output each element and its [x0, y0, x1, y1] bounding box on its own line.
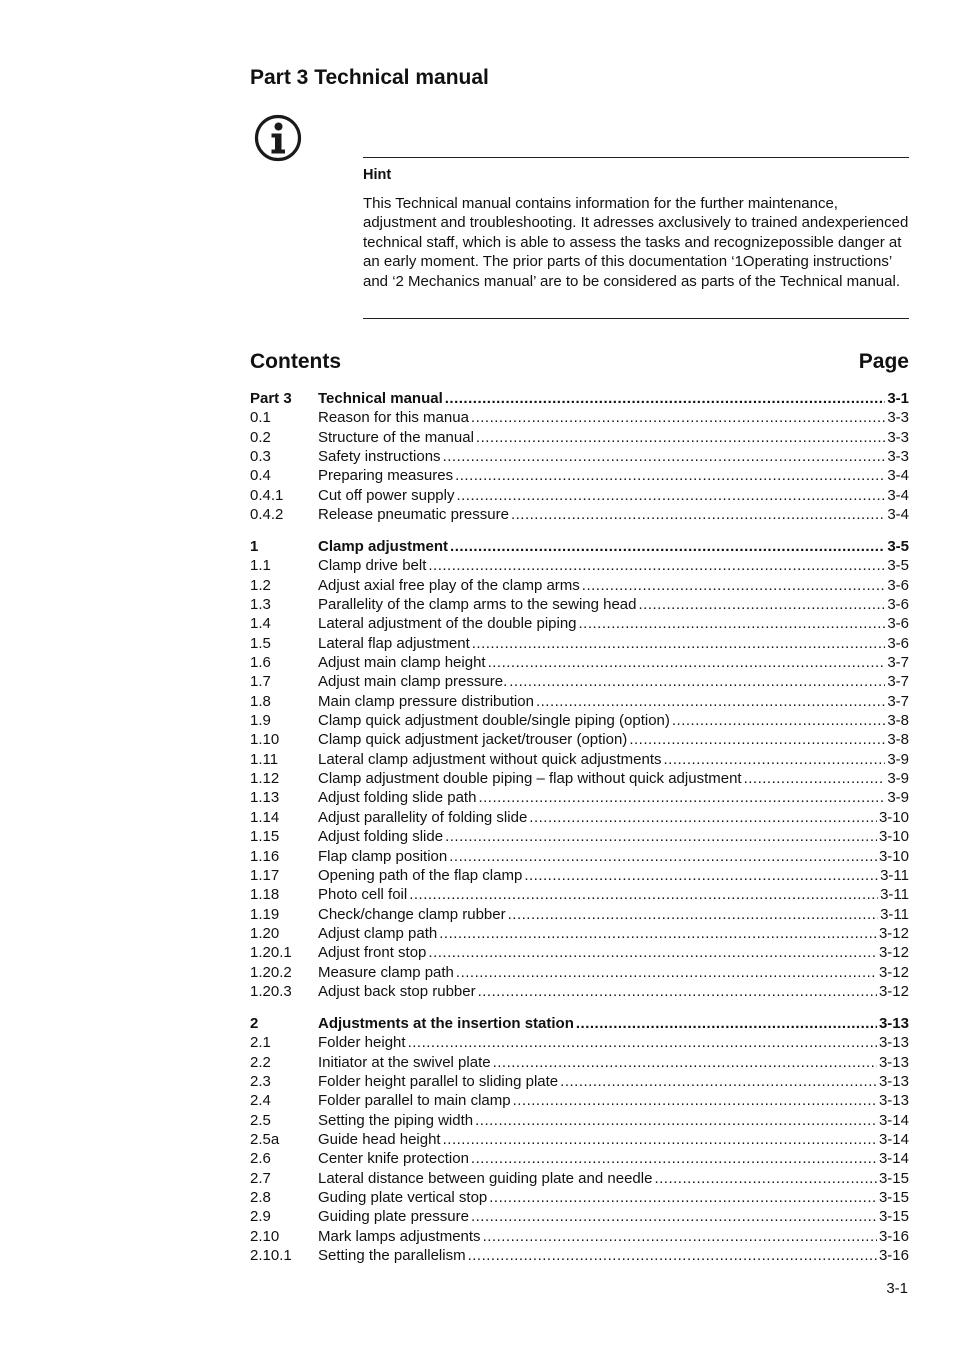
toc-entry-number: 1.7 — [250, 673, 271, 691]
toc-entry-number: 1.13 — [250, 789, 280, 807]
toc-entry-number: 1.16 — [250, 847, 280, 865]
toc-entry-page: 3-8 — [887, 731, 909, 749]
toc-entry-page: 3-3 — [887, 448, 909, 466]
toc-entry[interactable] — [250, 1015, 909, 1034]
toc-entry-title: Adjust parallelity of folding slide — [318, 808, 528, 826]
toc-entry[interactable] — [250, 809, 909, 828]
toc-dot-leader — [456, 964, 877, 981]
toc-entry-title: Adjust folding slide — [318, 828, 444, 846]
toc-dot-leader — [471, 1208, 877, 1225]
toc-entry[interactable] — [250, 867, 909, 886]
hint-text: This Technical manual contains information for the further maintenance, adjustment and troubleshooting. It adresses axclusively to trained andexperienced technical staff, which is able to assess the tasks and recognizepossible danger at an early moment. The prior parts of this documentation ‘1Operating instructions’ and ‘2 Mechanics manual’ are to be considered as parts of the Technical manual. — [363, 195, 909, 290]
toc-dot-leader — [475, 1112, 877, 1129]
toc-entry-title: Center knife protection — [318, 1150, 469, 1168]
toc-entry[interactable] — [250, 1189, 909, 1208]
toc-entry-number: 1.3 — [250, 596, 271, 614]
toc-dot-leader — [629, 731, 885, 748]
toc-entry-title: Adjust main clamp height — [318, 654, 486, 672]
toc-entry-page: 3-15 — [878, 1169, 909, 1187]
toc-entry-page: 3-6 — [887, 596, 909, 614]
toc-entry-title: Folder height — [318, 1034, 406, 1052]
toc-entry-number: 2.6 — [250, 1150, 271, 1168]
toc-entry-title: Parallelity of the clamp arms to the sewing head — [318, 596, 637, 614]
toc-entry-title: Reason for this manua — [318, 409, 469, 427]
toc-entry-page: 3-4 — [887, 486, 909, 504]
toc-dot-leader — [529, 809, 877, 826]
toc-entry[interactable] — [250, 828, 909, 847]
toc-entry-title: Lateral adjustment of the double piping — [318, 615, 577, 633]
toc-entry-page: 3-14 — [878, 1150, 909, 1168]
toc-entry-title: Structure of the manual — [318, 428, 474, 446]
toc-entry[interactable] — [250, 673, 909, 692]
toc-entry-title: Lateral flap adjustment — [318, 634, 470, 652]
hint-label: Hint — [363, 167, 392, 183]
toc-entry[interactable] — [250, 693, 909, 712]
toc-entry-number: 1.11 — [250, 750, 279, 768]
toc-entry-page: 3-6 — [887, 634, 909, 652]
toc-entry-title: Measure clamp path — [318, 963, 454, 981]
toc-entry-page: 3-5 — [887, 538, 909, 555]
toc-dot-leader — [511, 506, 885, 523]
toc-dot-leader — [488, 654, 886, 671]
toc-entry-page: 3-8 — [887, 712, 909, 730]
toc-entry-title: Adjust main clamp pressure. — [318, 673, 508, 691]
toc-dot-leader — [560, 1073, 877, 1090]
toc-dot-leader — [639, 596, 886, 613]
toc-entry-title: Mark lamps adjustments — [318, 1227, 481, 1245]
toc-entry-number: 2.7 — [250, 1169, 271, 1187]
toc-entry-number: 0.4.2 — [250, 506, 284, 524]
toc-entry-number: 2.4 — [250, 1092, 271, 1110]
toc-entry-title: Clamp drive belt — [318, 557, 427, 575]
toc-entry-number: 0.2 — [250, 428, 271, 446]
toc-dot-leader — [478, 983, 877, 1000]
toc-entry-page: 3-15 — [878, 1188, 909, 1206]
toc-entry-title: Guding plate vertical stop — [318, 1188, 488, 1206]
toc-entry-title: Check/change clamp rubber — [318, 905, 506, 923]
toc-entry[interactable] — [250, 448, 909, 467]
toc-entry-title: Folder height parallel to sliding plate — [318, 1072, 559, 1090]
hint-box — [363, 157, 909, 319]
page-title: Part 3 Technical manual — [250, 66, 489, 89]
toc-dot-leader — [483, 1228, 877, 1245]
toc-entry-page: 3-14 — [878, 1111, 909, 1129]
toc-entry-title: Lateral clamp adjustment without quick adjustments — [318, 750, 662, 768]
toc-dot-leader — [654, 1170, 877, 1187]
toc-entry-page: 3-10 — [878, 847, 909, 865]
toc-entry-title: Adjust clamp path — [318, 924, 438, 942]
toc-entry[interactable] — [250, 487, 909, 506]
toc-entry-number: 1.19 — [250, 905, 280, 923]
toc-dot-leader — [576, 1015, 877, 1032]
page-number: 3-1 — [886, 1280, 908, 1297]
toc-dot-leader — [471, 409, 885, 426]
toc-entry-number: 1.2 — [250, 576, 271, 594]
toc-entry-number: 1.15 — [250, 828, 280, 846]
toc-entry[interactable] — [250, 615, 909, 634]
toc-entry-number: 1.20.3 — [250, 982, 292, 1000]
toc-entry[interactable] — [250, 1150, 909, 1169]
toc-dot-leader — [471, 1150, 877, 1167]
toc-entry-page: 3-4 — [887, 467, 909, 485]
toc-entry-page: 3-1 — [887, 390, 909, 407]
toc-entry[interactable] — [250, 712, 909, 731]
toc-entry[interactable] — [250, 731, 909, 750]
toc-entry-page: 3-13 — [878, 1092, 909, 1110]
toc-dot-leader — [468, 1247, 877, 1264]
toc-dot-leader — [508, 906, 878, 923]
toc-entry-title: Photo cell foil — [318, 886, 408, 904]
toc-dot-leader — [672, 712, 885, 729]
toc-entry-page: 3-10 — [878, 808, 909, 826]
toc-entry-number: 1.10 — [250, 731, 280, 749]
toc-dot-leader — [428, 557, 885, 574]
toc-entry-page: 3-13 — [878, 1053, 909, 1071]
toc-dot-leader — [428, 944, 877, 961]
toc-entry-number: 1.8 — [250, 692, 271, 710]
toc-dot-leader — [408, 1034, 877, 1051]
toc-entry-title: Flap clamp position — [318, 847, 448, 865]
toc-entry-page: 3-4 — [887, 506, 909, 524]
toc-dot-leader — [439, 925, 877, 942]
toc-entry-page: 3-7 — [887, 692, 909, 710]
toc-dot-leader — [536, 693, 885, 710]
toc-entry[interactable] — [250, 925, 909, 944]
toc-entry[interactable] — [250, 557, 909, 576]
table-of-contents — [250, 390, 909, 1266]
toc-dot-leader — [409, 886, 878, 903]
toc-entry-page: 3-9 — [887, 789, 909, 807]
toc-entry-number: 1.17 — [250, 866, 280, 884]
toc-entry-number: 1.20.2 — [250, 963, 292, 981]
toc-entry-page: 3-9 — [887, 770, 909, 788]
toc-entry[interactable] — [250, 944, 909, 963]
toc-entry-title: Adjust front stop — [318, 944, 427, 962]
toc-entry-title: Initiator at the swivel plate — [318, 1053, 491, 1071]
toc-entry-number: 0.3 — [250, 448, 271, 466]
toc-entry-title: Guide head height — [318, 1130, 441, 1148]
toc-entry-page: 3-13 — [878, 1072, 909, 1090]
toc-entry-number: 1.5 — [250, 634, 271, 652]
toc-entry-number: 0.4.1 — [250, 486, 284, 504]
toc-entry-number: 1.20.1 — [250, 944, 292, 962]
toc-dot-leader — [455, 467, 885, 484]
toc-entry-number: 2.1 — [250, 1034, 271, 1052]
toc-entry[interactable] — [250, 596, 909, 615]
toc-entry[interactable] — [250, 538, 909, 557]
toc-entry-page: 3-6 — [887, 615, 909, 633]
toc-entry-page: 3-6 — [887, 576, 909, 594]
toc-entry-title: Setting the parallelism — [318, 1246, 466, 1264]
toc-entry[interactable] — [250, 886, 909, 905]
toc-entry-title: Preparing measures — [318, 467, 454, 485]
toc-dot-leader — [443, 448, 886, 465]
toc-entry[interactable] — [250, 1208, 909, 1227]
toc-entry-title: Clamp quick adjustment double/single piping (option) — [318, 712, 670, 730]
toc-dot-leader — [449, 848, 877, 865]
toc-entry-number: 2 — [250, 1014, 259, 1032]
toc-entry-page: 3-13 — [878, 1014, 909, 1032]
toc-dot-leader — [509, 673, 885, 690]
toc-entry[interactable] — [250, 654, 909, 673]
toc-entry-page: 3-12 — [878, 944, 909, 962]
toc-entry-number: 1.4 — [250, 615, 271, 633]
page-column-title: Page — [858, 350, 909, 373]
toc-entry-title: Adjust folding slide path — [318, 789, 477, 807]
toc-entry[interactable] — [250, 1092, 909, 1111]
toc-dot-leader — [443, 1131, 877, 1148]
toc-entry-title: Clamp adjustment — [318, 538, 449, 555]
toc-entry-number: 2.5a — [250, 1130, 280, 1148]
toc-dot-leader — [478, 789, 885, 806]
toc-entry[interactable] — [250, 789, 909, 808]
toc-entry-number: 1.9 — [250, 712, 271, 730]
toc-entry-page: 3-11 — [880, 886, 909, 904]
toc-entry-title: Adjust axial free play of the clamp arms — [318, 576, 580, 594]
toc-entry[interactable] — [250, 506, 909, 525]
toc-entry[interactable] — [250, 390, 909, 409]
toc-dot-leader — [582, 577, 886, 594]
toc-entry-title: Main clamp pressure distribution — [318, 692, 534, 710]
toc-entry-number: 2.5 — [250, 1111, 271, 1129]
toc-entry-page: 3-14 — [878, 1130, 909, 1148]
toc-entry-number: 1 — [250, 538, 259, 555]
toc-dot-leader — [744, 770, 886, 787]
toc-entry-number: 1.18 — [250, 886, 280, 904]
toc-entry-title: Folder parallel to main clamp — [318, 1092, 511, 1110]
toc-entry-title: Lateral distance between guiding plate and needle — [318, 1169, 653, 1187]
toc-entry[interactable] — [250, 635, 909, 654]
toc-entry-page: 3-15 — [878, 1208, 909, 1226]
toc-dot-leader — [664, 751, 886, 768]
toc-entry-title: Clamp quick adjustment jacket/trouser (option) — [318, 731, 628, 749]
toc-entry-page: 3-5 — [887, 557, 909, 575]
toc-entry-number: 0.4 — [250, 467, 271, 485]
toc-entry-number: 0.1 — [250, 409, 271, 427]
toc-entry-title: Cut off power supply — [318, 486, 455, 504]
toc-entry-number: 1.6 — [250, 654, 271, 672]
toc-entry[interactable] — [250, 577, 909, 596]
toc-entry-page: 3-12 — [878, 924, 909, 942]
toc-entry-page: 3-13 — [878, 1034, 909, 1052]
toc-entry-page: 3-11 — [880, 866, 909, 884]
toc-entry[interactable] — [250, 467, 909, 486]
toc-entry-page: 3-16 — [878, 1227, 909, 1245]
toc-entry-page: 3-7 — [887, 673, 909, 691]
info-icon — [254, 114, 302, 162]
toc-entry-page: 3-12 — [878, 963, 909, 981]
toc-entry-title: Adjust back stop rubber — [318, 982, 476, 1000]
toc-entry[interactable] — [250, 409, 909, 428]
toc-entry-page: 3-12 — [878, 982, 909, 1000]
toc-entry[interactable] — [250, 770, 909, 789]
toc-dot-leader — [513, 1092, 877, 1109]
toc-entry-number: 2.10.1 — [250, 1246, 292, 1264]
toc-entry-number: 1.1 — [250, 557, 271, 575]
toc-dot-leader — [476, 429, 885, 446]
toc-dot-leader — [445, 828, 877, 845]
toc-entry[interactable] — [250, 1170, 909, 1189]
toc-entry-page: 3-9 — [887, 750, 909, 768]
toc-entry-number: 1.12 — [250, 770, 280, 788]
toc-entry-title: Safety instructions — [318, 448, 441, 466]
toc-entry[interactable] — [250, 1131, 909, 1150]
toc-entry[interactable] — [250, 964, 909, 983]
toc-entry[interactable] — [250, 906, 909, 925]
toc-entry-page: 3-11 — [880, 905, 909, 923]
toc-entry-page: 3-7 — [887, 654, 909, 672]
toc-dot-leader — [579, 615, 886, 632]
toc-entry[interactable] — [250, 1247, 909, 1266]
toc-entry-number: 1.20 — [250, 924, 280, 942]
toc-entry-page: 3-16 — [878, 1246, 909, 1264]
toc-entry-page: 3-3 — [887, 428, 909, 446]
contents-title: Contents — [250, 350, 341, 373]
toc-entry-title: Clamp adjustment double piping – flap without quick adjustment — [318, 770, 742, 788]
toc-dot-leader — [472, 635, 886, 652]
toc-dot-leader — [456, 487, 885, 504]
toc-entry-page: 3-10 — [878, 828, 909, 846]
toc-entry[interactable] — [250, 1073, 909, 1092]
toc-dot-leader — [489, 1189, 877, 1206]
toc-entry-title: Opening path of the flap clamp — [318, 866, 523, 884]
toc-entry-number: 2.10 — [250, 1227, 280, 1245]
toc-dot-leader — [450, 538, 885, 555]
toc-entry-title: Technical manual — [318, 390, 443, 407]
toc-entry-number: 2.8 — [250, 1188, 271, 1206]
toc-entry-title: Guiding plate pressure — [318, 1208, 469, 1226]
toc-entry[interactable] — [250, 983, 909, 1002]
contents-heading — [250, 350, 909, 376]
toc-entry[interactable] — [250, 1034, 909, 1053]
toc-entry-title: Release pneumatic pressure — [318, 506, 509, 524]
toc-dot-leader — [524, 867, 878, 884]
toc-entry[interactable] — [250, 1112, 909, 1131]
toc-entry[interactable] — [250, 1054, 909, 1073]
toc-entry-number: 2.2 — [250, 1053, 271, 1071]
toc-entry[interactable] — [250, 429, 909, 448]
toc-entry[interactable] — [250, 751, 909, 770]
toc-entry[interactable] — [250, 848, 909, 867]
toc-entry[interactable] — [250, 1228, 909, 1247]
toc-entry-title: Setting the piping width — [318, 1111, 474, 1129]
toc-dot-leader — [445, 390, 886, 407]
toc-entry-number: 2.3 — [250, 1072, 271, 1090]
toc-entry-number: 1.14 — [250, 808, 280, 826]
toc-entry-number: Part 3 — [250, 390, 292, 407]
toc-entry-title: Adjustments at the insertion station — [318, 1014, 574, 1032]
toc-entry-number: 2.9 — [250, 1208, 271, 1226]
toc-dot-leader — [493, 1054, 877, 1071]
toc-entry-page: 3-3 — [887, 409, 909, 427]
